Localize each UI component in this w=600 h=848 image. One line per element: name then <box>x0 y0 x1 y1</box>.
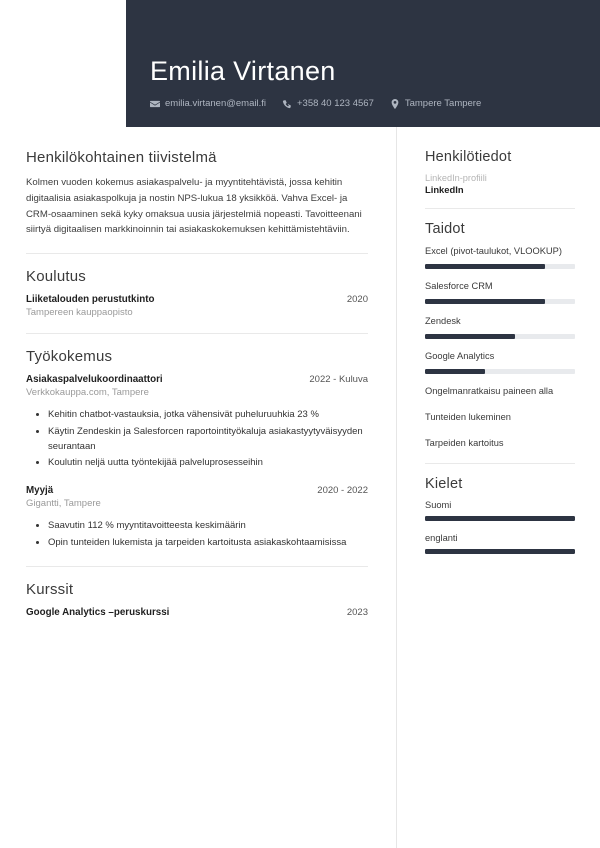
section-summary <box>26 149 368 238</box>
experience-item <box>26 485 368 550</box>
resume-body <box>0 127 600 848</box>
job-bullet: • Koulutin neljä uutta työntekijää palveluprosesseihin <box>48 456 368 471</box>
candidate-name: Emilia Virtanen <box>150 56 336 87</box>
divider <box>26 566 368 567</box>
contact-email <box>150 98 266 109</box>
skill-bar-fill <box>425 334 515 339</box>
section-skills <box>425 221 575 450</box>
contact-email-text: emilia.virtanen@email.fi <box>165 98 266 109</box>
skill-name: Tunteiden lukeminen <box>425 412 511 423</box>
languages-title: Kielet <box>425 476 463 493</box>
job-role: Myyjä <box>26 485 54 497</box>
job-role: Asiakaspalvelukoordinaattori <box>26 374 163 386</box>
education-degree: Liiketalouden perustutkinto <box>26 294 155 306</box>
experience-item <box>26 374 368 471</box>
section-courses <box>26 581 368 618</box>
skill-item <box>425 385 575 398</box>
experience-entry-head <box>26 485 368 496</box>
education-title: Koulutus <box>26 268 86 286</box>
job-bullets <box>26 519 368 550</box>
language-item <box>425 533 575 554</box>
language-bar-track <box>425 549 575 554</box>
skill-bar-fill <box>425 264 545 269</box>
contact-phone <box>282 98 374 109</box>
section-experience <box>26 348 368 550</box>
job-bullet: • Opin tunteiden lukemista ja tarpeiden kartoitusta asiakaskohtaamisissa <box>48 536 368 551</box>
section-languages <box>425 476 575 554</box>
skill-item <box>425 411 575 424</box>
contact-phone-text: +358 40 123 4567 <box>296 98 374 109</box>
language-bar-fill <box>425 516 575 521</box>
resume-header <box>126 0 600 127</box>
language-bar-track <box>425 516 575 521</box>
job-bullet: • Käytin Zendeskin ja Salesforcen raportointityökaluja asiakastyytyväisyyden seurantaan <box>48 425 368 454</box>
education-school: Tampereen kauppaopisto <box>26 307 133 319</box>
divider <box>26 333 368 334</box>
divider <box>425 208 575 209</box>
skill-name: Tarpeiden kartoitus <box>425 438 504 449</box>
job-date: 2022 - Kuluva <box>309 374 368 386</box>
divider <box>26 253 368 254</box>
summary-text: Kolmen vuoden kokemus asiakaspalvelu- ja myyntitehtävistä, jossa kehitin digitaalisia asiakaspolkuja ja nostin NPS-lukua 18 yksikköä. Vahva Excel- ja CRM-osaaminen sekä kyky omaksua uusia järjestelmiä nopeasti. Tavoitteenani siirtyä digitaalisen markkinoinnin tai asiakaskokemuksen kehittämistehtäviin. <box>26 177 362 236</box>
skill-bar-track <box>425 369 575 374</box>
job-date: 2020 - 2022 <box>317 485 368 497</box>
job-bullet: • Kehitin chatbot-vastauksia, jotka vähensivät puheluruuhkia 23 % <box>48 408 368 423</box>
skill-item <box>425 350 575 374</box>
job-employer: Verkkokauppa.com, Tampere <box>26 387 149 399</box>
skill-item <box>425 280 575 304</box>
courses-title: Kurssit <box>26 580 74 598</box>
language-name: englanti <box>425 533 458 544</box>
skill-item <box>425 245 575 269</box>
right-column <box>396 127 600 848</box>
summary-title: Henkilökohtainen tiivistelmä <box>26 149 217 166</box>
contact-location-text: Tampere Tampere <box>404 98 482 109</box>
left-column <box>0 127 396 848</box>
course-name: Google Analytics –peruskurssi <box>26 606 170 618</box>
section-personal-details <box>425 149 575 195</box>
skill-bar-track <box>425 299 575 304</box>
course-entry-head <box>26 607 368 618</box>
job-bullets <box>26 408 368 471</box>
contact-row <box>150 98 600 109</box>
skill-bar-fill <box>425 299 545 304</box>
language-bar-fill <box>425 549 575 554</box>
language-item <box>425 500 575 521</box>
detail-item <box>425 173 575 195</box>
skill-item <box>425 315 575 339</box>
skill-name: Excel (pivot-taulukot, VLOOKUP) <box>425 246 562 256</box>
course-entry <box>26 607 368 618</box>
detail-label: LinkedIn-profiili <box>425 173 487 183</box>
job-employer: Gigantti, Tampere <box>26 498 101 510</box>
phone-icon <box>282 99 292 109</box>
experience-entry-head <box>26 374 368 385</box>
skill-bar-track <box>425 264 575 269</box>
skill-name: Zendesk <box>425 316 461 327</box>
skill-bar-fill <box>425 369 485 374</box>
detail-value[interactable]: LinkedIn <box>425 184 464 195</box>
skill-bar-track <box>425 334 575 339</box>
experience-title: Työkokemus <box>26 348 113 366</box>
course-date: 2023 <box>346 606 368 618</box>
contact-location <box>390 98 481 109</box>
divider <box>425 463 575 464</box>
details-title: Henkilötiedot <box>425 149 512 165</box>
education-date: 2020 <box>346 294 368 306</box>
education-entry <box>26 294 368 318</box>
skill-name: Salesforce CRM <box>425 281 493 292</box>
skill-item <box>425 437 575 450</box>
envelope-icon <box>150 99 160 109</box>
skill-name: Google Analytics <box>425 351 495 362</box>
map-pin-icon <box>390 99 400 109</box>
job-bullet: • Saavutin 112 % myyntitavoitteesta keskimäärin <box>48 519 368 534</box>
language-name: Suomi <box>425 500 452 511</box>
skills-title: Taidot <box>425 221 465 237</box>
skill-name: Ongelmanratkaisu paineen alla <box>425 386 554 397</box>
section-education <box>26 268 368 318</box>
education-entry-head <box>26 294 368 305</box>
